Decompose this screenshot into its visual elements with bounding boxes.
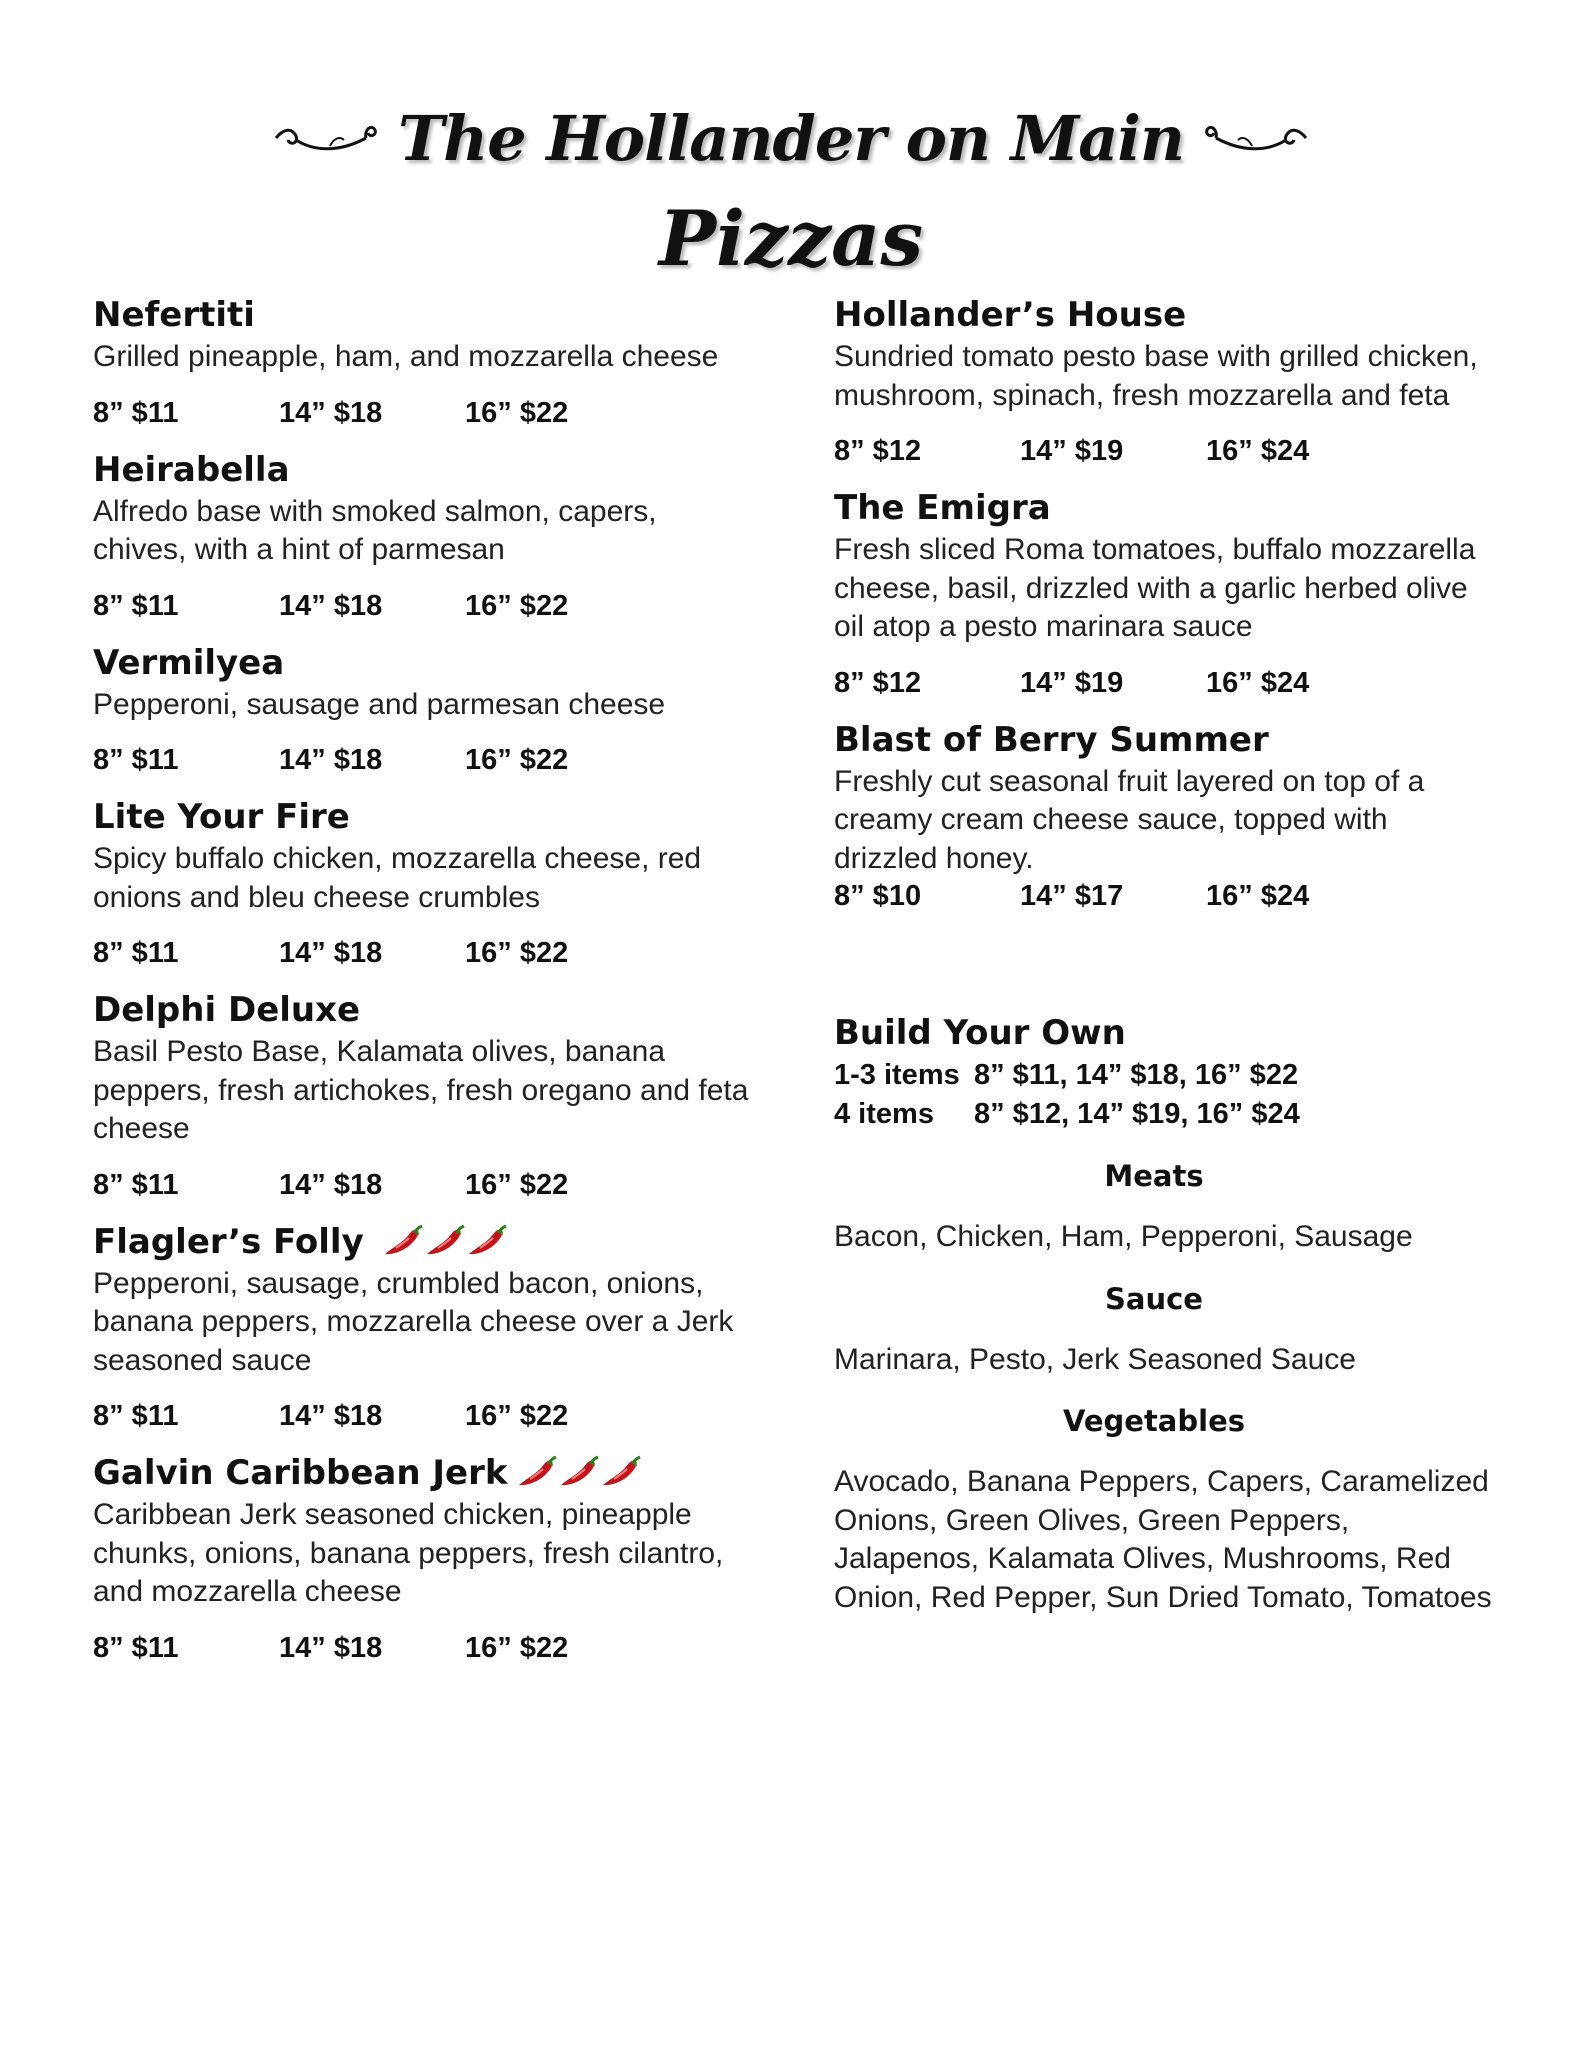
menu-item-blast-of-berry-summer	[834, 717, 1494, 915]
item-prices	[93, 1398, 753, 1434]
item-name: Flagler’s Folly	[93, 1221, 364, 1262]
item-description: Grilled pineapple, ham, and mozzarella cheese	[93, 340, 719, 373]
byo-tier-prices: 8” $11, 14” $18, 16” $22	[974, 1059, 1299, 1091]
price-8in: 8” $12	[834, 435, 922, 467]
item-prices	[93, 935, 753, 971]
price-14in: 14” $18	[279, 744, 383, 776]
menu-item-flaglers-folly	[93, 1219, 753, 1435]
item-prices	[93, 395, 753, 431]
item-name: Lite Your Fire	[93, 797, 350, 837]
right-column	[834, 292, 1494, 1617]
spice-level	[516, 1455, 642, 1491]
price-14in: 14” $18	[279, 589, 383, 622]
item-description: Spicy buffalo chicken, mozzarella cheese, red onions and bleu cheese crumbles	[93, 842, 702, 914]
price-8in: 8” $11	[93, 1400, 179, 1432]
spice-level	[382, 1224, 508, 1260]
chili-pepper-icon	[466, 1224, 508, 1260]
price-8in: 8” $11	[93, 1168, 179, 1201]
item-prices	[93, 1167, 753, 1203]
item-description: Basil Pesto Base, Kalamata olives, banana peppers, fresh artichokes, fresh oregano and feta cheese	[93, 1035, 749, 1145]
price-14in: 14” $18	[279, 396, 383, 429]
chili-pepper-icon	[424, 1224, 466, 1260]
price-8in: 8” $11	[93, 589, 179, 622]
price-14in: 14” $18	[279, 1631, 383, 1664]
item-prices	[834, 665, 1494, 701]
item-name: Vermilyea	[93, 642, 285, 683]
menu-item-lite-your-fire	[93, 794, 753, 971]
item-prices	[834, 433, 1494, 469]
menu-item-heirabella	[93, 447, 753, 624]
byo-tier	[834, 1095, 1494, 1134]
category-items-meats: Bacon, Chicken, Ham, Pepperoni, Sausage	[834, 1220, 1413, 1253]
price-8in: 8” $11	[93, 937, 179, 969]
item-description: Caribbean Jerk seasoned chicken, pineapple chunks, onions, banana peppers, fresh cilantro, and mozzarella cheese	[93, 1498, 724, 1608]
price-16in: 16” $22	[465, 396, 569, 429]
category-title-meats: Meats	[1104, 1159, 1204, 1193]
item-name: The Emigra	[834, 488, 1051, 528]
chili-pepper-icon	[382, 1224, 424, 1260]
item-name: Galvin Caribbean Jerk	[93, 1453, 508, 1493]
item-name-row	[93, 1450, 753, 1496]
item-name: Heirabella	[93, 449, 290, 490]
chili-pepper-icon	[516, 1455, 558, 1491]
price-16in: 16” $22	[465, 744, 569, 776]
item-name-row	[93, 1219, 753, 1265]
item-prices	[93, 1630, 753, 1666]
byo-tier-count: 1-3 items	[834, 1059, 960, 1091]
restaurant-title: The Hollander on Main	[397, 101, 1185, 175]
flourish-left-icon	[270, 118, 380, 158]
price-14in: 14” $17	[1020, 880, 1124, 912]
item-description: Sundried tomato pesto base with grilled chicken, mushroom, spinach, fresh mozzarella and feta	[834, 340, 1478, 412]
item-description: Alfredo base with smoked salmon, capers, chives, with a hint of parmesan	[93, 494, 657, 566]
item-name: Delphi Deluxe	[93, 990, 361, 1030]
price-16in: 16” $22	[465, 937, 569, 969]
byo-tier-prices: 8” $12, 14” $19, 16” $24	[974, 1098, 1300, 1130]
price-14in: 14” $18	[279, 1400, 383, 1432]
build-your-own-section	[834, 1010, 1494, 1617]
price-14in: 14” $19	[1020, 435, 1124, 467]
item-name: Nefertiti	[93, 295, 255, 335]
item-name: Hollander’s House	[834, 295, 1187, 335]
category-title-sauce: Sauce	[1105, 1281, 1203, 1316]
category-title-vegetables: Vegetables	[1062, 1404, 1245, 1438]
menu-item-delphi-deluxe	[93, 987, 753, 1203]
price-16in: 16” $22	[465, 1168, 569, 1201]
item-description: Freshly cut seasonal fruit layered on top of a creamy cream cheese sauce, topped with drizzled honey.	[834, 764, 1425, 875]
menu-item-hollanders-house	[834, 292, 1494, 469]
category-items-sauce: Marinara, Pesto, Jerk Seasoned Sauce	[834, 1342, 1356, 1376]
chili-pepper-icon	[600, 1455, 642, 1491]
menu-item-vermilyea	[93, 640, 753, 779]
menu-item-galvin-caribbean-jerk	[93, 1450, 753, 1666]
left-column	[93, 292, 753, 1682]
menu-item-the-emigra	[834, 485, 1494, 701]
item-description: Pepperoni, sausage and parmesan cheese	[93, 687, 666, 721]
price-16in: 16” $22	[465, 589, 569, 622]
price-16in: 16” $22	[465, 1631, 569, 1664]
item-prices	[834, 878, 1494, 914]
title-row	[0, 88, 1582, 188]
price-14in: 14” $18	[279, 937, 383, 969]
menu-item-nefertiti	[93, 292, 753, 431]
price-16in: 16” $22	[465, 1400, 569, 1432]
item-prices	[93, 742, 753, 778]
price-16in: 16” $24	[1206, 666, 1310, 699]
menu-section-title: Pizzas	[658, 194, 924, 283]
price-8in: 8” $11	[93, 1631, 179, 1664]
byo-tier	[834, 1056, 1494, 1095]
item-name: Blast of Berry Summer	[834, 719, 1269, 760]
menu-header	[0, 88, 1582, 283]
chili-pepper-icon	[558, 1455, 600, 1491]
flourish-right-icon	[1202, 118, 1312, 158]
category-items-vegetables: Avocado, Banana Peppers, Capers, Caramelized Onions, Green Olives, Green Peppers, Jalapenos, Kalamata Olives, Mushrooms, Red Onion, Red Pepper, Sun Dried Tomato, Tomatoes	[834, 1465, 1492, 1614]
byo-tier-count: 4 items	[834, 1098, 934, 1130]
price-16in: 16” $24	[1206, 435, 1310, 467]
item-description: Fresh sliced Roma tomatoes, buffalo mozzarella cheese, basil, drizzled with a garlic herbed olive oil atop a pesto marinara sauce	[834, 533, 1476, 643]
price-14in: 14” $18	[279, 1168, 383, 1201]
price-8in: 8” $10	[834, 880, 922, 912]
price-8in: 8” $11	[93, 396, 179, 429]
build-your-own-title: Build Your Own	[834, 1013, 1126, 1053]
price-8in: 8” $11	[93, 744, 179, 776]
price-8in: 8” $12	[834, 666, 922, 699]
item-description: Pepperoni, sausage, crumbled bacon, onions, banana peppers, mozzarella cheese over a Jerk seasoned sauce	[93, 1266, 734, 1377]
item-prices	[93, 588, 753, 624]
price-16in: 16” $24	[1206, 880, 1310, 912]
price-14in: 14” $19	[1020, 666, 1124, 699]
